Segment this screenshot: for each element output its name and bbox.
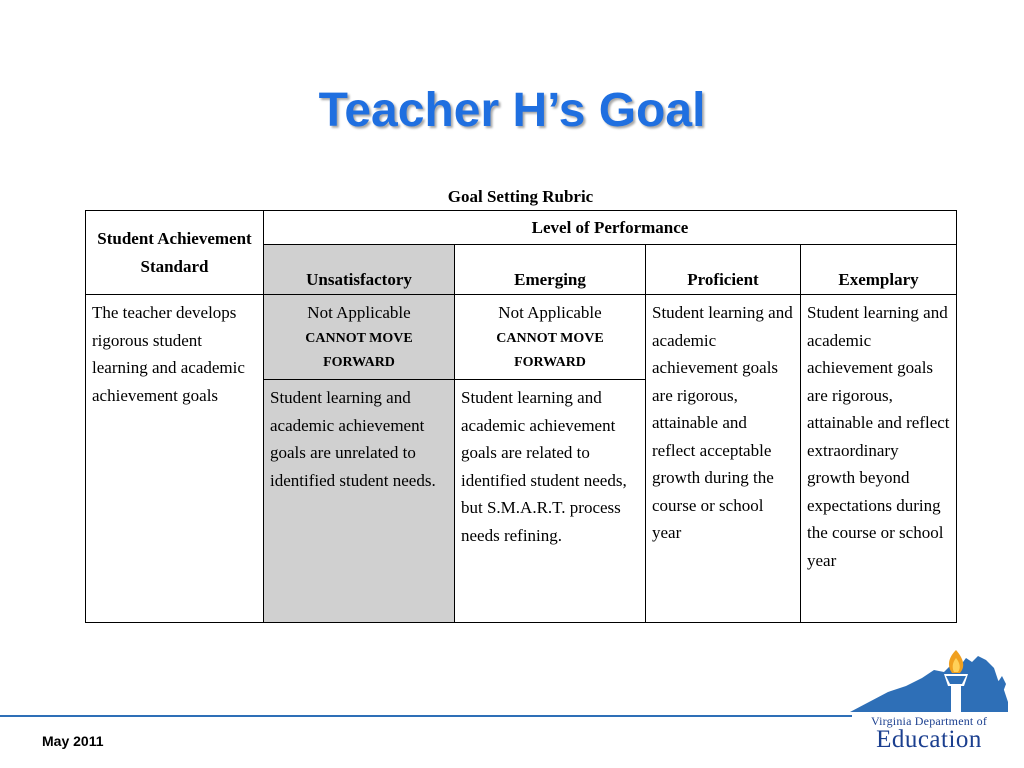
table-caption: Goal Setting Rubric: [447, 187, 594, 206]
goal-setting-rubric-table: [85, 210, 957, 623]
footer-date: May 2011: [42, 733, 104, 749]
not-applicable-text: Not Applicable: [498, 303, 602, 322]
column-header-exemplary: Exemplary: [801, 245, 957, 295]
vdoe-logo: [848, 646, 1010, 758]
cannot-move-forward-text: CANNOT MOVE FORWARD: [305, 330, 413, 370]
column-header-emerging: Emerging: [455, 245, 646, 295]
unsatisfactory-description-cell: Student learning and academic achievement goals are unrelated to identified student needs.: [264, 380, 455, 623]
exemplary-description-cell: Student learning and academic achievement goals are rigorous, attainable and reflect extraordinary growth beyond expectations during the course or school year: [801, 295, 957, 623]
footer-rule: [0, 715, 852, 717]
slide-title: Teacher H’s Goal: [318, 84, 706, 137]
column-header-unsatisfactory: Unsatisfactory: [264, 245, 455, 295]
proficient-description-cell: Student learning and academic achievement goals are rigorous, attainable and reflect acceptable growth during the course or school year: [646, 295, 801, 623]
column-header-proficient: Proficient: [646, 245, 801, 295]
standard-description-cell: The teacher develops rigorous student learning and academic achievement goals: [86, 295, 264, 623]
unsatisfactory-not-applicable-cell: [264, 295, 455, 380]
header-student-achievement-standard: Student Achievement Standard: [86, 211, 264, 295]
header-level-of-performance: Level of Performance: [264, 211, 957, 245]
virginia-state-torch-icon: [848, 646, 1010, 716]
logo-text-education: Education: [876, 726, 982, 753]
not-applicable-text: Not Applicable: [307, 303, 411, 322]
cannot-move-forward-text: CANNOT MOVE FORWARD: [496, 330, 604, 370]
logo-text-department: Virginia Department of: [870, 714, 988, 728]
emerging-not-applicable-cell: [455, 295, 646, 380]
emerging-description-cell: Student learning and academic achievement goals are related to identified student needs, but S.M.A.R.T. process needs refining.: [455, 380, 646, 623]
